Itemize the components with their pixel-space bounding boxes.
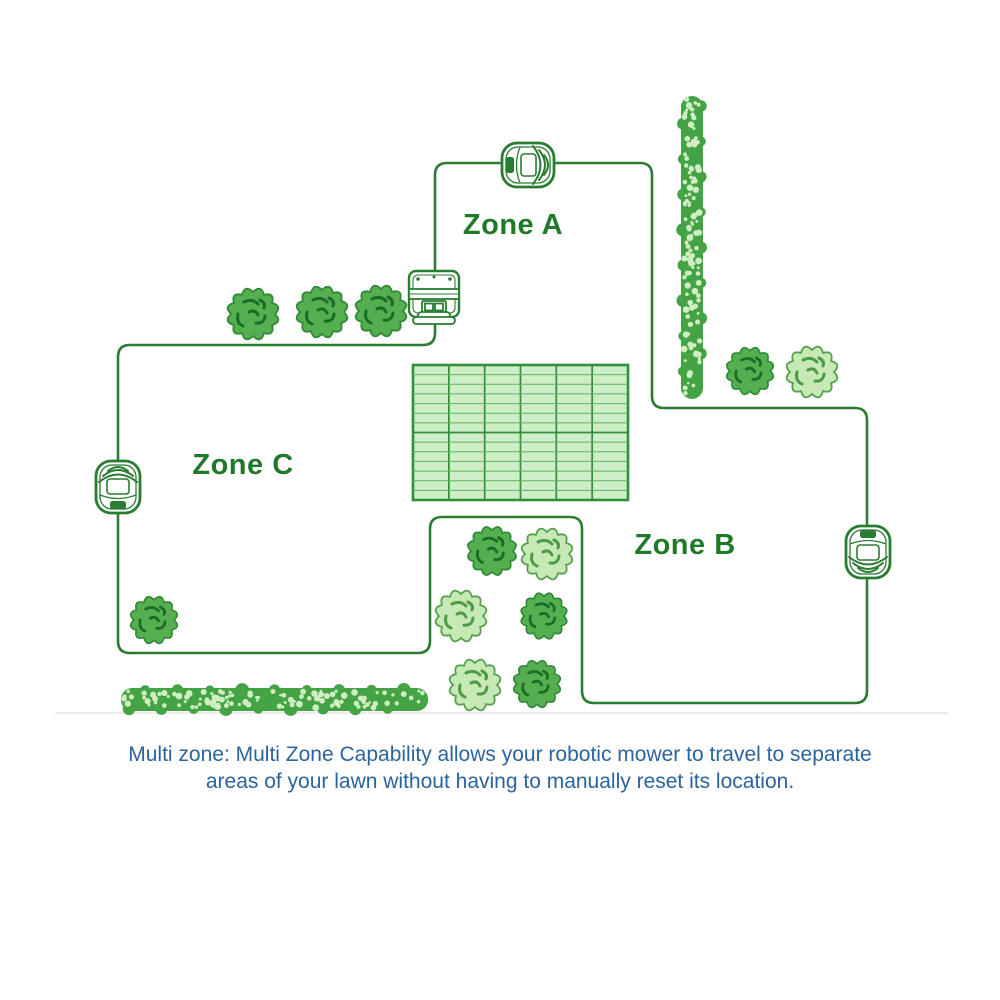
bush-icon: [450, 660, 501, 711]
zone-c-label: Zone C: [192, 449, 294, 481]
hedge-vertical-icon: [676, 96, 707, 399]
bush-icon: [436, 591, 487, 642]
robot-mower-icon-zone-a: [502, 143, 554, 187]
bush-icon: [514, 661, 561, 708]
bush-icon: [787, 347, 838, 398]
bush-icon: [521, 593, 567, 639]
bush-icon: [297, 287, 348, 338]
caption-line-2: areas of your lawn without having to manually reset its location.: [205, 770, 795, 793]
robot-mower-icon-zone-b: [846, 526, 890, 578]
garden-grid-icon: [413, 365, 628, 500]
bush-icon: [131, 597, 178, 644]
charging-station-icon: [409, 271, 459, 324]
bush-icon: [468, 527, 516, 575]
bush-icon: [228, 289, 279, 340]
robot-mower-icon-zone-c: [96, 461, 140, 513]
caption-text: [0, 741, 1000, 795]
bush-icon: [727, 348, 774, 395]
zone-a-label: Zone A: [462, 209, 564, 241]
caption-line-1: Multi zone: Multi Zone Capability allows your robotic mower to travel to separate: [128, 743, 872, 766]
hedge-horizontal-icon: [121, 683, 428, 716]
bush-icon: [522, 529, 573, 580]
bush-icon: [356, 286, 407, 337]
zone-b-label: Zone B: [634, 529, 736, 561]
